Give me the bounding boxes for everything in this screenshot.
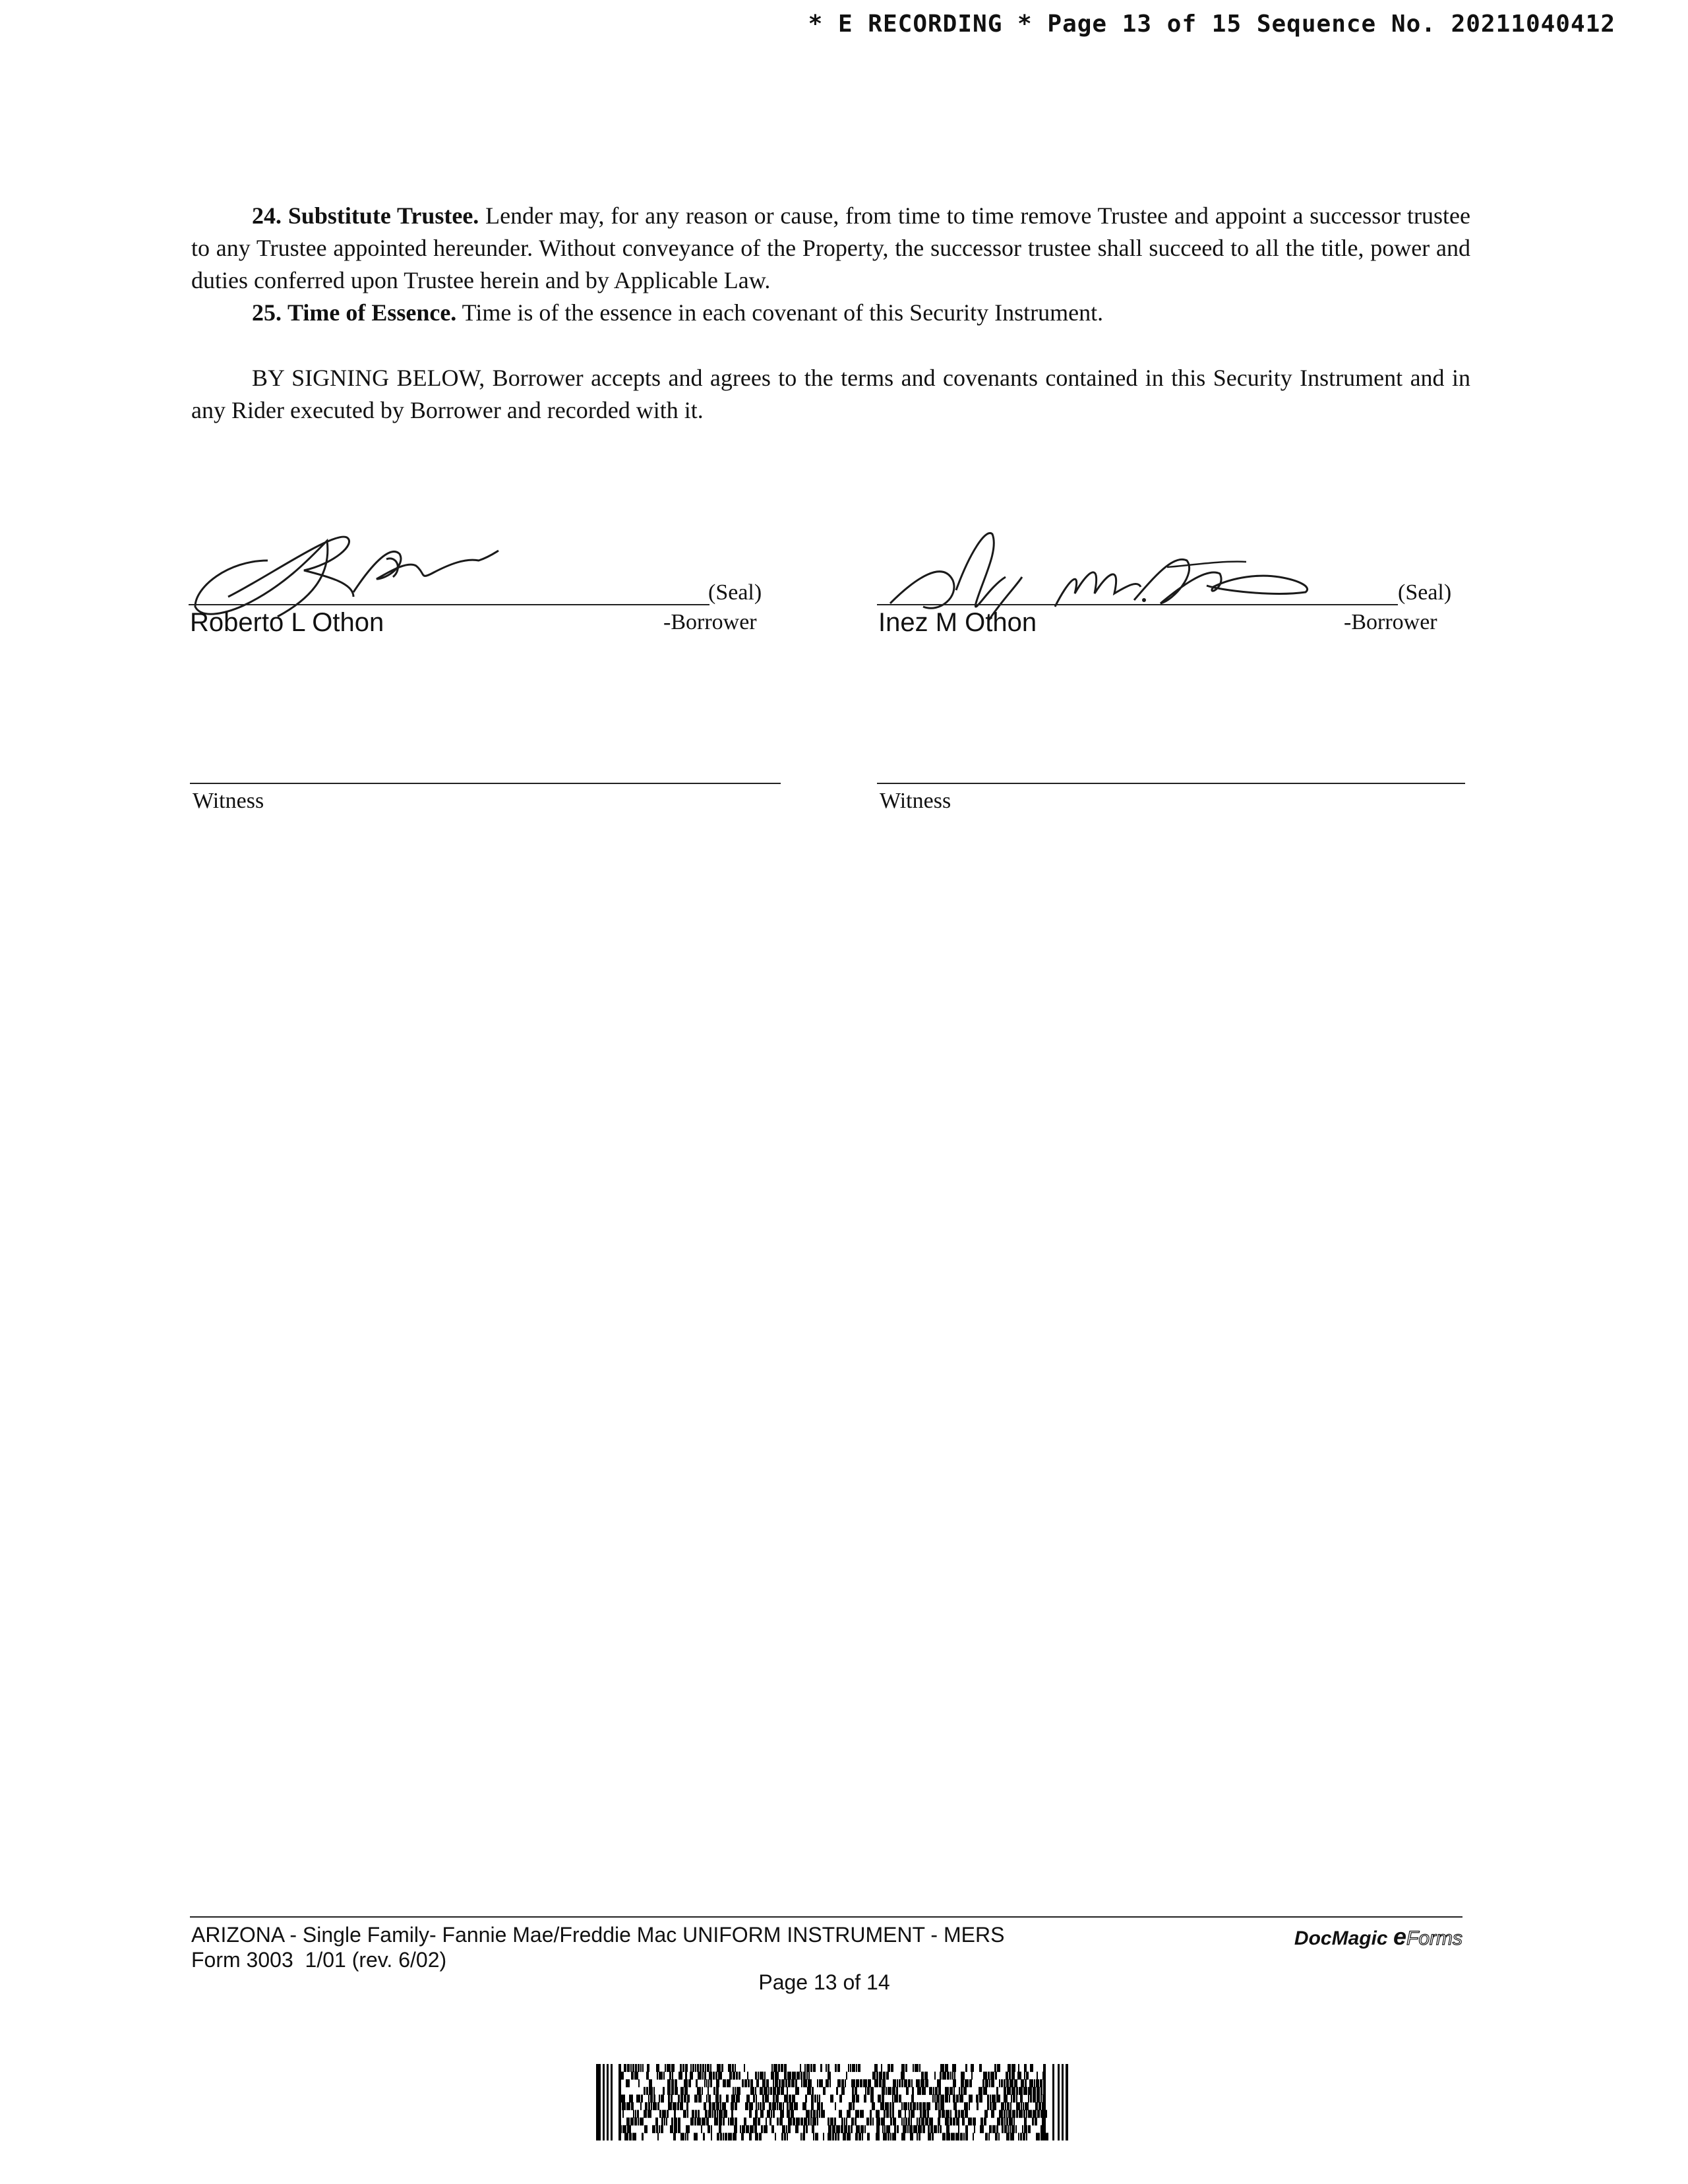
recording-stamp: * E RECORDING * Page 13 of 15 Sequence No. 20211040412: [808, 11, 1615, 38]
logo-docmagic-text: DocMagic: [1294, 1927, 1388, 1949]
section-24-text: Lender may, for any reason or cause, from time to time remove Trustee and appoint a successor trustee to any Trustee appointed hereunder. Without conveyance of the Property, the successor trustee shall succeed to all the title, power and duties conferred upon Trustee herein and by Applicable Law.: [191, 202, 1471, 293]
seal-label: (Seal): [708, 580, 762, 605]
borrower-role: -Borrower: [1344, 610, 1437, 634]
witness-line-2: [877, 783, 1465, 784]
section-24-number: 24.: [252, 202, 282, 229]
section-25: [191, 297, 1470, 329]
docmagic-logo: [1294, 1923, 1462, 1951]
section-25-text: Time is of the essence in each covenant of this Security Instrument.: [462, 299, 1104, 326]
footer-divider: [190, 1916, 1462, 1918]
logo-e-mark: e: [1393, 1923, 1406, 1950]
signature-line: [877, 604, 1398, 605]
section-25-number: 25.: [252, 299, 282, 326]
signature-line: [189, 604, 709, 605]
page-number: Page 13 of 14: [758, 1970, 890, 1994]
barcode: [596, 2064, 1068, 2140]
logo-forms-text: Forms: [1406, 1927, 1462, 1949]
witness-label-2: Witness: [880, 789, 951, 813]
signature-block-borrower-2: [877, 514, 1464, 646]
body-text: [191, 200, 1470, 427]
borrower-name: Roberto L Othon: [190, 608, 384, 637]
borrower-name: Inez M Othon: [878, 608, 1037, 637]
form-title: ARIZONA - Single Family- Fannie Mae/Freddie Mac UNIFORM INSTRUMENT - MERS: [191, 1923, 1005, 1947]
section-25-title: Time of Essence.: [287, 299, 457, 326]
witness-line-1: [190, 783, 781, 784]
form-number: Form 3003 1/01 (rev. 6/02): [191, 1948, 447, 1972]
form-footer: [191, 1922, 1004, 1972]
section-24-title: Substitute Trustee.: [287, 202, 479, 229]
signing-statement: BY SIGNING BELOW, Borrower accepts and agrees to the terms and covenants contained in this Security Instrument and in any Rider executed by Borrower and recorded with it.: [191, 365, 1470, 423]
witness-label-1: Witness: [193, 789, 264, 813]
borrower-role: -Borrower: [663, 610, 757, 634]
signature-block-borrower-1: [189, 514, 775, 646]
section-24: [191, 200, 1470, 297]
seal-label: (Seal): [1398, 580, 1452, 605]
